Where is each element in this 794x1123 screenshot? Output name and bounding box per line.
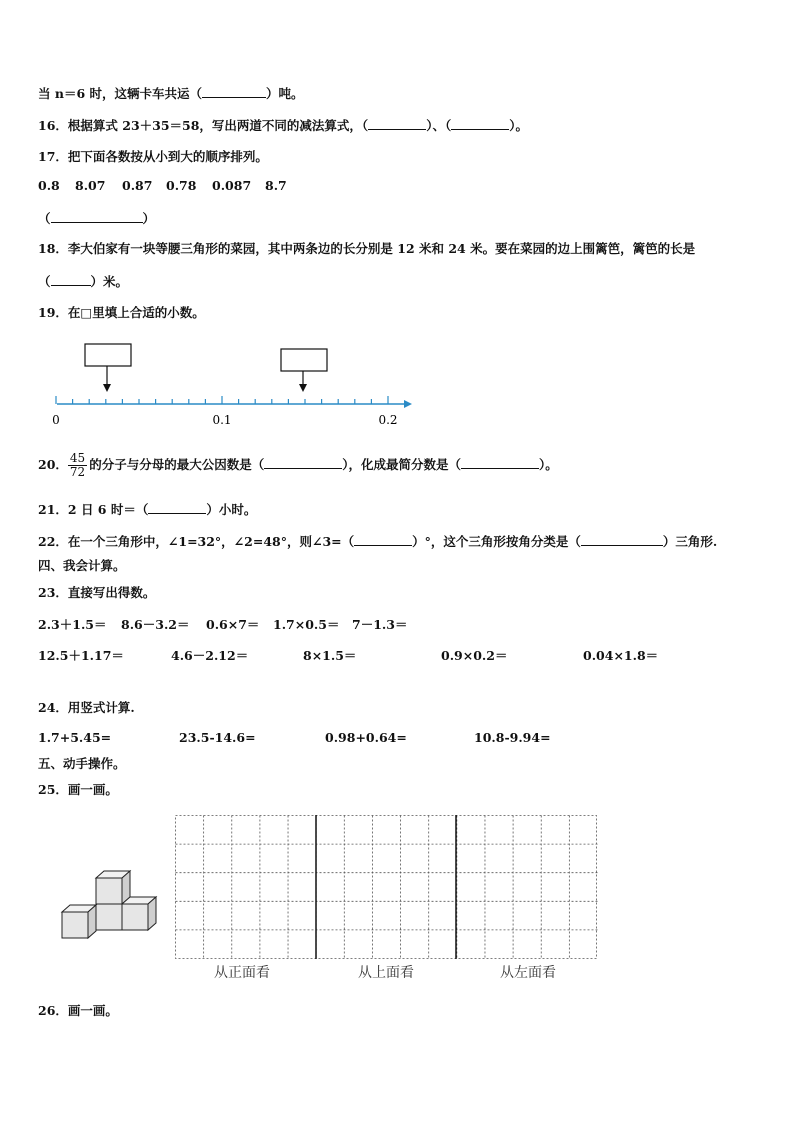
answer-blank[interactable] (148, 501, 206, 514)
question-19-text: 19．在□里填上合适的小数。 (38, 305, 205, 320)
question-17-text: 17．把下面各数按从小到大的顺序排列。 (38, 149, 268, 164)
answer-blank[interactable] (264, 456, 342, 469)
calc-item: 0.04×1.8＝ (583, 648, 659, 663)
question-17-answer (38, 209, 155, 227)
answer-blank[interactable] (354, 533, 412, 546)
numerator: 45 (69, 451, 86, 465)
section-5-title: 五、动手操作。 (38, 756, 126, 771)
answer-blank[interactable] (451, 117, 509, 130)
question-20-suffix: ）。 (538, 457, 558, 472)
question-15-suffix: ）吨。 (266, 86, 304, 101)
question-17 (38, 147, 268, 165)
vertical-calc-item: 23.5-14.6= (179, 730, 256, 745)
question-15-line (38, 84, 304, 102)
number-item: 0.87 (122, 178, 153, 193)
question-20-text: 的分子与分母的最大公因数是（ (89, 457, 265, 472)
answer-blank[interactable] (202, 85, 266, 98)
number-item: 0.78 (166, 178, 197, 193)
arrow-down-icon (103, 384, 111, 392)
answer-blank[interactable] (368, 117, 426, 130)
number-item: 8.7 (265, 178, 287, 193)
question-18-answer (38, 272, 128, 290)
open-paren: （ (38, 274, 51, 289)
question-25-title: 25．画一画。 (38, 782, 118, 797)
question-15-text: 当 n＝6 时，这辆卡车共运（ (38, 86, 202, 101)
calc-item: 2.3＋1.5＝ (38, 617, 107, 632)
question-16-suffix: ）。 (509, 118, 528, 133)
question-22-text: 22．在一个三角形中，∠1=32°，∠2=48°，则∠3=（ (38, 534, 355, 549)
caption-top-view: 从上面看 (358, 965, 414, 981)
vertical-calc-item: 0.98+0.64= (325, 730, 407, 745)
question-21 (38, 500, 256, 518)
number-item: 0.087 (212, 178, 252, 193)
question-16-mid: ）、（ (426, 118, 452, 133)
question-16 (38, 116, 528, 134)
calc-item: 0.6×7＝ (206, 617, 260, 632)
question-21-text: 21．2 日 6 时＝（ (38, 502, 149, 517)
answer-blank[interactable] (51, 273, 91, 286)
question-23-title: 23．直接写出得数。 (38, 585, 156, 600)
question-24-title: 24．用竖式计算. (38, 700, 135, 715)
question-26-title: 26．画一画。 (38, 1003, 118, 1018)
question-21-suffix: ）小时。 (206, 502, 257, 517)
question-19 (38, 303, 205, 321)
tick-label-0: 0 (52, 413, 60, 427)
answer-blank[interactable] (461, 456, 539, 469)
number-line (40, 336, 430, 436)
denominator: 72 (69, 465, 86, 479)
close-paren: ） (142, 211, 156, 226)
number-item: 0.8 (38, 178, 60, 193)
axis-arrow-icon (404, 400, 412, 408)
vertical-calc-item: 10.8-9.94= (474, 730, 551, 745)
tick-label-0.1: 0.1 (212, 413, 232, 427)
fraction (68, 452, 87, 479)
calc-item: 4.6－2.12＝ (171, 648, 249, 663)
answer-box-2[interactable] (281, 349, 327, 371)
answer-box-1[interactable] (85, 344, 131, 366)
question-18-text: 18．李大伯家有一块等腰三角形的菜园，其中两条边的长分别是 12 米和 24 米。要在菜园的边上围篱笆，篱笆的长是 (38, 241, 696, 256)
answer-blank[interactable] (581, 533, 663, 546)
answer-blank[interactable] (51, 210, 143, 223)
caption-left-view: 从左面看 (500, 965, 556, 981)
question-20 (38, 452, 558, 479)
axis-ticks (56, 396, 388, 404)
caption-front-view: 从正面看 (214, 965, 270, 981)
number-item: 8.07 (75, 178, 106, 193)
open-paren: （ (38, 211, 51, 226)
calc-item: 7－1.3＝ (352, 617, 408, 632)
question-22-mid: ）°，这个三角形按角分类是（ (412, 534, 581, 549)
question-16-text: 16．根据算式 23＋35＝58，写出两道不同的减法算式，（ (38, 118, 369, 133)
calc-item: 1.7×0.5＝ (273, 617, 340, 632)
cube-stack-figure (58, 868, 164, 944)
question-18 (38, 239, 695, 257)
calc-item: 8×1.5＝ (303, 648, 357, 663)
question-20-mid: ），化成最简分数是（ (342, 457, 461, 472)
question-18-suffix: ）米。 (90, 274, 129, 289)
calc-item: 12.5＋1.17＝ (38, 648, 124, 663)
arrow-down-icon (299, 384, 307, 392)
section-4-title: 四、我会计算。 (38, 558, 126, 573)
vertical-calc-item: 1.7+5.45= (38, 730, 112, 745)
question-20-prefix: 20． (38, 457, 68, 472)
question-22 (38, 532, 717, 550)
question-22-suffix: ）三角形. (662, 534, 718, 549)
calc-item: 0.9×0.2＝ (441, 648, 508, 663)
calc-item: 8.6－3.2＝ (121, 617, 190, 632)
drawing-grid[interactable] (174, 814, 600, 962)
tick-label-0.2: 0.2 (378, 413, 398, 427)
